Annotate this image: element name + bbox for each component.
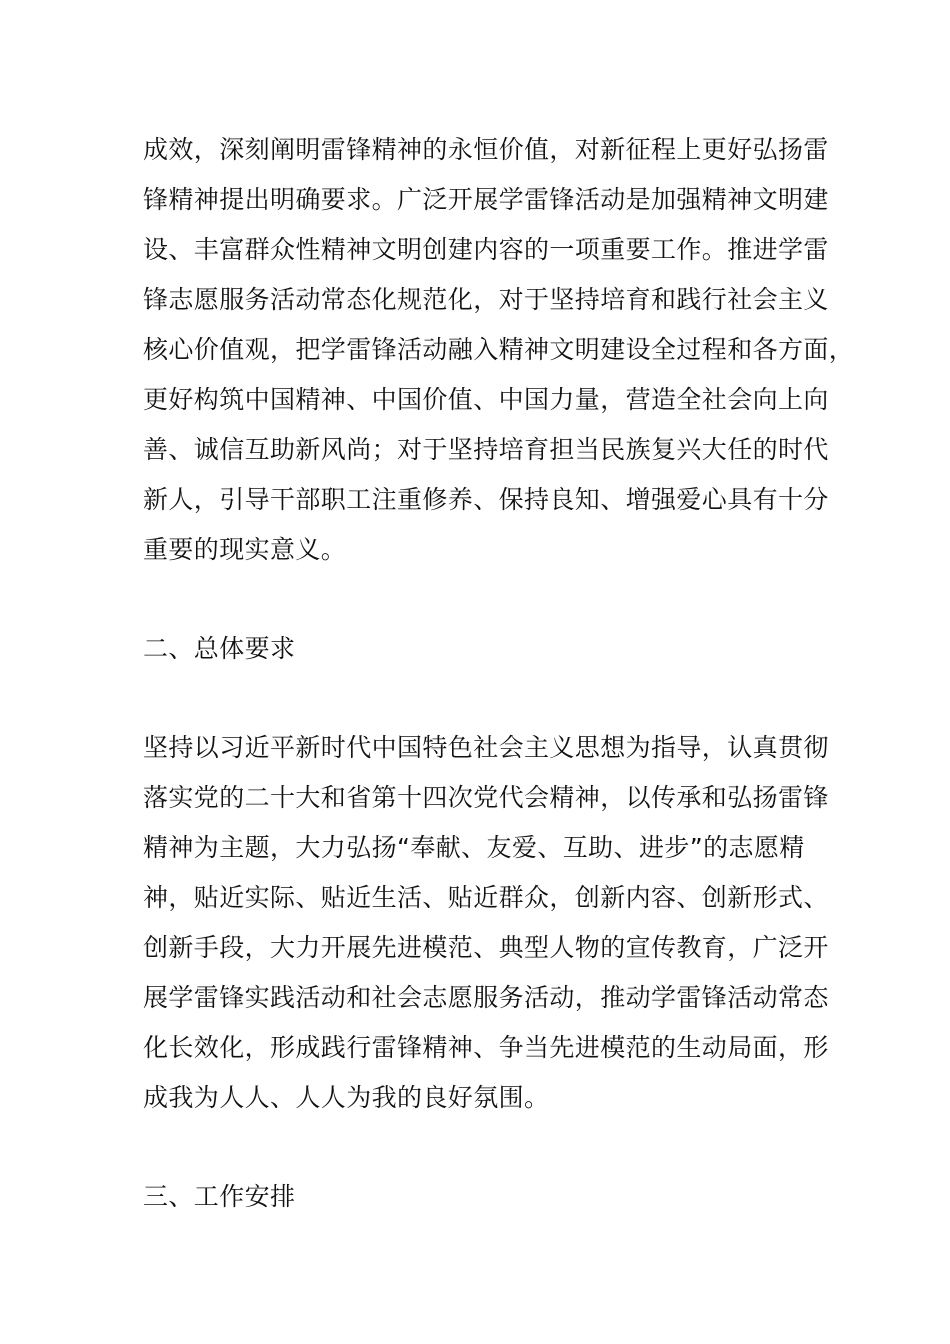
paragraph-line: 锋精神提出明确要求。广泛开展学雷锋活动是加强精神文明建 [143,185,829,214]
paragraph-line: 化长效化，形成践行雷锋精神、争当先进模范的生动局面，形 [143,1033,829,1062]
paragraph-line: 核心价值观，把学雷锋活动融入精神文明建设全过程和各方面， [143,335,855,364]
section-heading-overall-requirements: 二、总体要求 [143,634,296,663]
paragraph-line: 锋志愿服务活动常态化规范化，对于坚持培育和践行社会主义 [143,285,829,314]
paragraph-line: 设、丰富群众性精神文明创建内容的一项重要工作。推进学雷 [143,235,829,264]
section-heading-work-arrangement: 三、工作安排 [143,1182,296,1211]
paragraph-line: 展学雷锋实践活动和社会志愿服务活动，推动学雷锋活动常态 [143,983,829,1012]
paragraph-line: 成我为人人、人人为我的良好氛围。 [143,1083,550,1112]
paragraph-line: 精神为主题，大力弘扬“奉献、友爱、互助、进步”的志愿精 [143,833,805,862]
paragraph-line: 重要的现实意义。 [143,535,347,564]
paragraph-line: 坚持以习近平新时代中国特色社会主义思想为指导，认真贯彻 [143,733,829,762]
paragraph-line: 善、诚信互助新风尚；对于坚持培育担当民族复兴大任的时代 [143,435,829,464]
paragraph-line: 落实党的二十大和省第十四次党代会精神，以传承和弘扬雷锋 [143,783,829,812]
paragraph-line: 神，贴近实际、贴近生活、贴近群众，创新内容、创新形式、 [143,883,829,912]
paragraph-line: 更好构筑中国精神、中国价值、中国力量，营造全社会向上向 [143,385,829,414]
paragraph-line: 新人，引导干部职工注重修养、保持良知、增强爱心具有十分 [143,485,829,514]
paragraph-line: 创新手段，大力开展先进模范、典型人物的宣传教育，广泛开 [143,933,829,962]
paragraph-line: 成效，深刻阐明雷锋精神的永恒价值，对新征程上更好弘扬雷 [143,135,829,164]
